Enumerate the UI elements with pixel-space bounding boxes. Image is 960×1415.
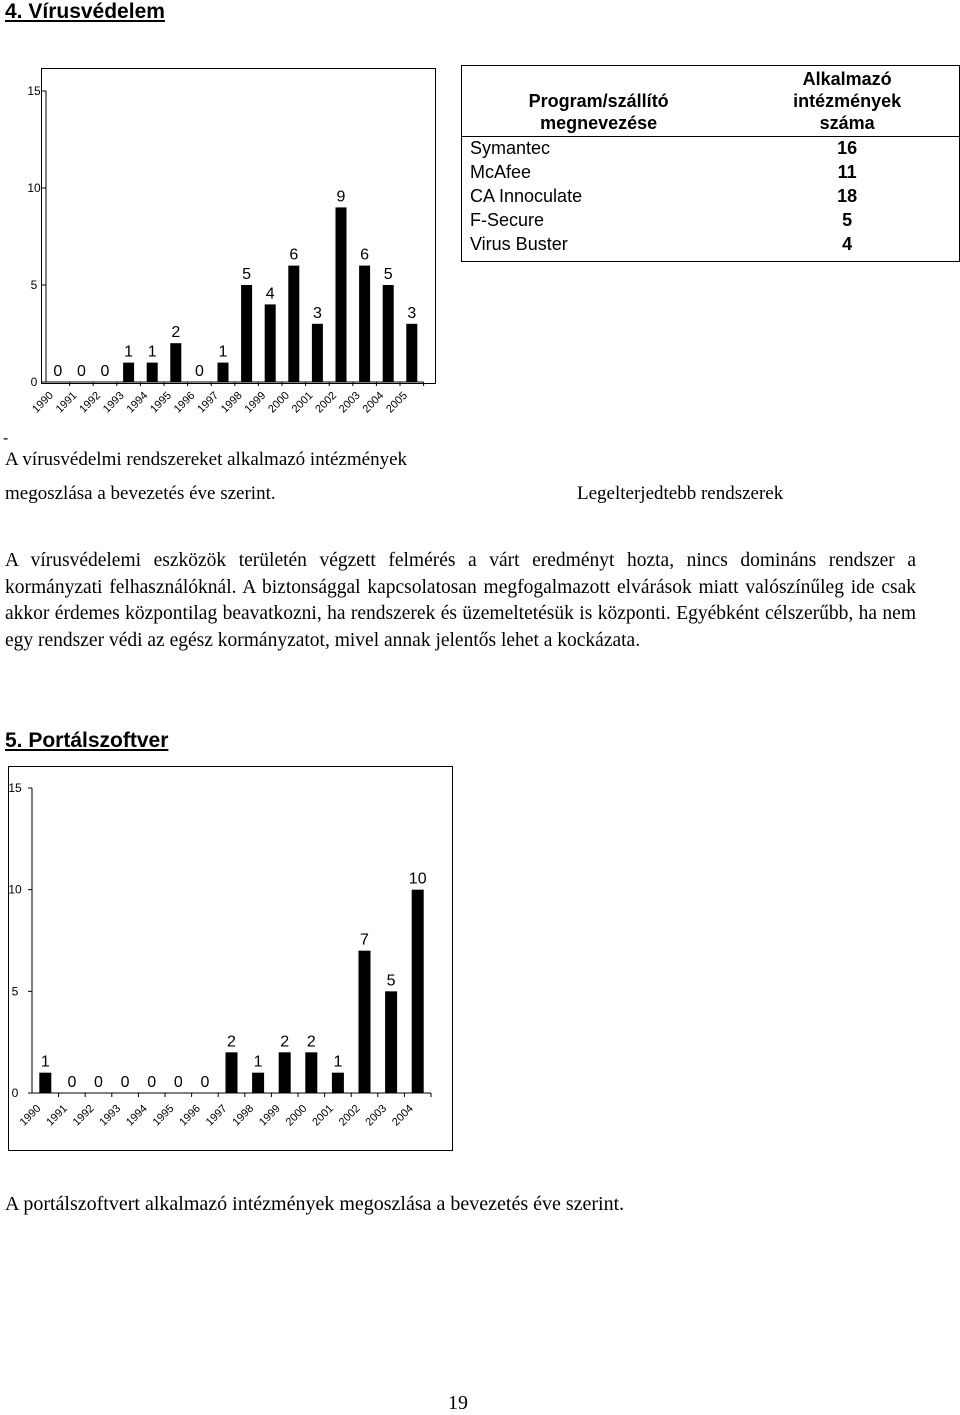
data-label: 1 bbox=[124, 343, 134, 361]
data-label: 0 bbox=[76, 363, 86, 380]
vendor-count: 16 bbox=[837, 138, 858, 159]
x-tick-label: 1992 bbox=[70, 1102, 97, 1129]
y-tick-label: 15 bbox=[27, 84, 41, 98]
x-tick-label: 1991 bbox=[44, 1102, 71, 1129]
x-tick-label: 1995 bbox=[150, 1102, 177, 1129]
data-label: 6 bbox=[360, 246, 370, 264]
bar bbox=[312, 324, 323, 382]
data-label: 0 bbox=[147, 1074, 157, 1091]
data-label: 4 bbox=[265, 285, 275, 303]
x-tick-label: 1998 bbox=[230, 1102, 257, 1129]
bar bbox=[332, 1073, 344, 1093]
y-tick-label: 5 bbox=[11, 984, 19, 999]
bar bbox=[170, 343, 181, 382]
x-tick-label: 2002 bbox=[313, 389, 340, 416]
x-tick-label: 2004 bbox=[360, 389, 387, 416]
vendor-table-box bbox=[461, 65, 960, 262]
chart-virus-protection-by-year bbox=[0, 68, 436, 430]
data-label: 0 bbox=[200, 1074, 210, 1091]
x-tick-label: 1990 bbox=[17, 1102, 44, 1129]
data-label: 0 bbox=[100, 363, 110, 380]
table-row bbox=[462, 137, 959, 161]
vendor-name: McAfee bbox=[470, 162, 532, 182]
data-label: 5 bbox=[386, 972, 396, 990]
y-tick-label: 0 bbox=[11, 1086, 19, 1100]
bar bbox=[218, 363, 229, 382]
x-tick-label: 2005 bbox=[384, 389, 410, 416]
x-tick-label: 2001 bbox=[310, 1102, 337, 1129]
data-label: 1 bbox=[147, 343, 157, 361]
y-tick-label: 15 bbox=[8, 781, 22, 795]
data-label: 2 bbox=[306, 1033, 316, 1051]
data-label: 6 bbox=[289, 246, 299, 264]
x-tick-label: 1997 bbox=[195, 389, 222, 416]
page-number: 19 bbox=[448, 1392, 468, 1414]
bar bbox=[305, 1052, 317, 1093]
bar bbox=[336, 207, 347, 382]
y-tick-label: 10 bbox=[8, 882, 22, 897]
bar bbox=[359, 266, 370, 382]
bar bbox=[383, 285, 394, 382]
data-label: 0 bbox=[94, 1074, 103, 1091]
header-count-line1: Alkalmazó bbox=[802, 69, 892, 89]
x-tick-label: 2001 bbox=[289, 389, 316, 416]
table-row bbox=[462, 233, 959, 257]
chart1-caption-line1: A vírusvédelmi rendszereket alkalmazó intézmények bbox=[5, 449, 408, 470]
table-row bbox=[462, 185, 959, 209]
x-tick-label: 1999 bbox=[242, 389, 269, 416]
bar bbox=[288, 266, 299, 382]
x-tick-label: 2003 bbox=[336, 389, 363, 416]
data-label: 7 bbox=[360, 931, 369, 949]
header-count bbox=[735, 66, 959, 137]
body-paragraph: A vírusvédelemi eszközök területén végzett felmérés a várt eredményt hozta, nincs domináns rendszer a kormányzati felhasználóknál. A biztonsággal kapcsolatosan megfogalmazott elvárások miatt valószínűleg ide csak akkor érdemes központilag beavatkozni, ha rendszerek és üzemeltetésük is központi. Egyébként célszerűbb, ha nem egy rendszer védi az egész kormányzatot, mivel annak jelentős lehet a kockázata. bbox=[5, 550, 916, 651]
x-tick-label: 2000 bbox=[266, 389, 292, 416]
x-tick-label: 2004 bbox=[390, 1102, 416, 1129]
vendor-count: 11 bbox=[837, 162, 857, 182]
bar bbox=[359, 951, 371, 1093]
x-tick-label: 1994 bbox=[124, 389, 151, 416]
data-label: 1 bbox=[218, 343, 228, 361]
data-label: 3 bbox=[407, 304, 417, 322]
data-label: 2 bbox=[227, 1033, 236, 1051]
x-tick-label: 1996 bbox=[171, 389, 198, 416]
vendor-name: Symantec bbox=[470, 138, 551, 159]
data-label: 1 bbox=[253, 1053, 263, 1071]
table-caption: Legelterjedtebb rendszerek bbox=[577, 483, 784, 504]
chart1-caption-line2: megoszlása a bevezetés éve szerint. bbox=[5, 483, 276, 504]
data-label: 9 bbox=[336, 188, 346, 206]
data-label: 1 bbox=[333, 1053, 343, 1071]
data-label: 1 bbox=[40, 1053, 50, 1071]
y-tick-label: 0 bbox=[30, 375, 38, 389]
section-title-portal-software: 5. Portálszoftver bbox=[5, 729, 169, 752]
section-title-virus-protection: 4. Vírusvédelem bbox=[5, 0, 165, 23]
x-tick-label: 2000 bbox=[283, 1102, 310, 1129]
vendor-name: Virus Buster bbox=[470, 234, 568, 254]
x-tick-label: 1995 bbox=[148, 389, 174, 416]
y-tick-label: 5 bbox=[30, 278, 38, 292]
bar bbox=[385, 991, 397, 1093]
bar bbox=[241, 285, 252, 382]
data-label: 0 bbox=[67, 1074, 77, 1091]
bar bbox=[406, 324, 417, 382]
header-count-line3: száma bbox=[819, 113, 875, 133]
data-label: 10 bbox=[408, 870, 427, 888]
bar bbox=[279, 1052, 291, 1093]
data-label: 0 bbox=[120, 1074, 130, 1091]
header-program bbox=[462, 66, 735, 137]
caption-dash: - bbox=[3, 430, 9, 447]
x-tick-label: 1991 bbox=[53, 389, 80, 416]
y-tick-label: 10 bbox=[27, 181, 41, 195]
data-label: 0 bbox=[194, 363, 204, 380]
x-tick-label: 1996 bbox=[177, 1102, 204, 1129]
x-tick-label: 2003 bbox=[363, 1102, 390, 1129]
header-program-line2: megnevezése bbox=[540, 113, 658, 133]
x-tick-label: 1990 bbox=[30, 389, 56, 416]
bar bbox=[412, 890, 424, 1093]
x-tick-label: 1997 bbox=[203, 1102, 230, 1129]
vendor-table-body bbox=[462, 137, 959, 257]
table-row bbox=[462, 209, 959, 233]
x-tick-label: 1998 bbox=[218, 389, 245, 416]
vendor-count: 5 bbox=[842, 210, 853, 230]
header-count-line2: intézmények bbox=[793, 91, 902, 111]
vendor-count: 18 bbox=[837, 186, 858, 206]
table-row bbox=[462, 161, 959, 185]
data-label: 0 bbox=[53, 363, 63, 380]
vendor-table bbox=[462, 66, 959, 257]
vendor-count: 4 bbox=[842, 234, 853, 254]
data-label: 0 bbox=[173, 1074, 183, 1091]
bar bbox=[147, 363, 158, 382]
chart-svg bbox=[0, 68, 436, 430]
x-tick-label: 1994 bbox=[124, 1102, 150, 1129]
vendor-name: F-Secure bbox=[470, 210, 545, 230]
chart-svg bbox=[0, 766, 456, 1156]
vendor-name: CA Innoculate bbox=[470, 186, 583, 206]
chart-portal-software-by-year bbox=[0, 766, 456, 1156]
chart2-caption: A portálszoftvert alkalmazó intézmények megoszlása a bevezetés éve szerint. bbox=[5, 1193, 625, 1215]
data-label: 2 bbox=[171, 324, 181, 342]
bar bbox=[123, 363, 134, 382]
data-label: 2 bbox=[280, 1033, 290, 1051]
data-label: 5 bbox=[383, 266, 393, 283]
x-tick-label: 1993 bbox=[100, 389, 127, 416]
data-label: 3 bbox=[312, 304, 322, 322]
header-program-line1: Program/szállító bbox=[528, 91, 669, 111]
bar bbox=[39, 1073, 51, 1093]
bar bbox=[252, 1073, 264, 1093]
x-tick-label: 1993 bbox=[97, 1102, 124, 1129]
x-tick-label: 1999 bbox=[257, 1102, 283, 1129]
x-tick-label: 1992 bbox=[77, 389, 104, 416]
bar bbox=[265, 304, 276, 382]
data-label: 5 bbox=[242, 266, 252, 283]
bar bbox=[226, 1052, 238, 1093]
x-tick-label: 2002 bbox=[336, 1102, 363, 1129]
